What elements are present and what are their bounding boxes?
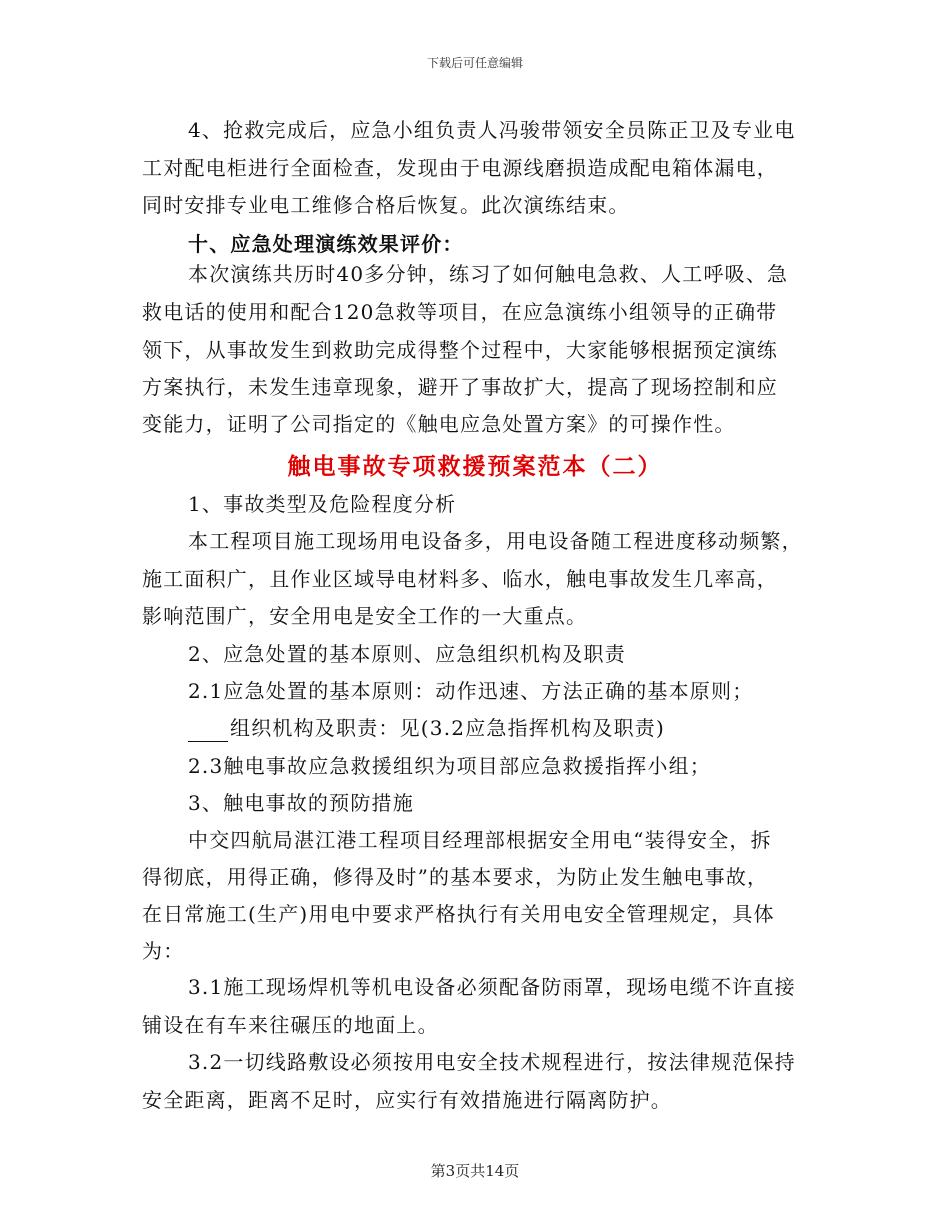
paragraph-line: 3.2一切线路敷设必须按用电安全技术规程进行，按法律规范保持 <box>188 1050 796 1074</box>
subsection-text: 组织机构及职责：见(3.2应急指挥机构及职责) <box>230 716 666 740</box>
paragraph-line: 安全距离，距离不足时，应实行有效措施进行隔离防护。 <box>142 1088 672 1112</box>
subsection-heading: 1、事故类型及危险程度分析 <box>188 492 457 516</box>
paragraph-line: 为： <box>142 939 185 963</box>
section-heading: 十、应急处理演练效果评价： <box>188 232 464 256</box>
paragraph-line: 救电话的使用和配合120急救等项目，在应急演练小组领导的正确带 <box>142 300 778 324</box>
paragraph-line: 变能力，证明了公司指定的《触电应急处置方案》的可操作性。 <box>142 412 736 436</box>
paragraph-line: 4、抢救完成后，应急小组负责人冯骏带领安全员陈正卫及专业电 <box>188 118 796 142</box>
paragraph-line: 在日常施工(生产)用电中要求严格执行有关用电安全管理规定，具体 <box>142 902 775 926</box>
paragraph-line: 工对配电柜进行全面检查，发现由于电源线磨损造成配电箱体漏电， <box>142 156 778 180</box>
page-header: 下载后可任意编辑 <box>426 56 523 70</box>
paragraph-line: 本次演练共历时40多分钟，练习了如何触电急救、人工呼吸、急 <box>188 262 789 286</box>
paragraph-line: 本工程项目施工现场用电设备多，用电设备随工程进度移动频繁， <box>188 529 803 553</box>
paragraph-line: 铺设在有车来往碾压的地面上。 <box>142 1013 439 1037</box>
subsection-heading: 3、触电事故的预防措施 <box>188 791 414 815</box>
paragraph-line: 得彻底，用得正确，修得及时”的基本要求，为防止发生触电事故， <box>142 865 769 889</box>
subsection-heading: 2.3触电事故应急救援组织为项目部应急救援指挥小组； <box>188 754 712 778</box>
paragraph-line: 施工面积广，且作业区域导电材料多、临水，触电事故发生几率高， <box>142 567 778 591</box>
blank-underline <box>188 719 228 742</box>
paragraph-line: 中交四航局湛江港工程项目经理部根据安全用电“装得安全，拆 <box>188 828 772 852</box>
page-footer: 第3页共14页 <box>430 1162 520 1180</box>
subsection-heading <box>188 714 665 742</box>
paragraph-line: 同时安排专业电工维修合格后恢复。此次演练结束。 <box>142 193 630 217</box>
paragraph-line: 领下，从事故发生到救助完成得整个过程中，大家能够根据预定演练 <box>142 338 778 362</box>
subsection-heading: 2、应急处置的基本原则、应急组织机构及职责 <box>188 642 626 666</box>
paragraph-line: 3.1施工现场焊机等机电设备必须配备防雨罩，现场电缆不许直接 <box>188 975 796 999</box>
paragraph-line: 方案执行，未发生违章现象，避开了事故扩大，提高了现场控制和应 <box>142 375 778 399</box>
document-title: 触电事故专项救援预案范本（二） <box>287 454 663 480</box>
subsection-heading: 2.1应急处置的基本原则：动作迅速、方法正确的基本原则； <box>188 679 754 703</box>
paragraph-line: 影响范围广，安全用电是安全工作的一大重点。 <box>142 604 588 628</box>
